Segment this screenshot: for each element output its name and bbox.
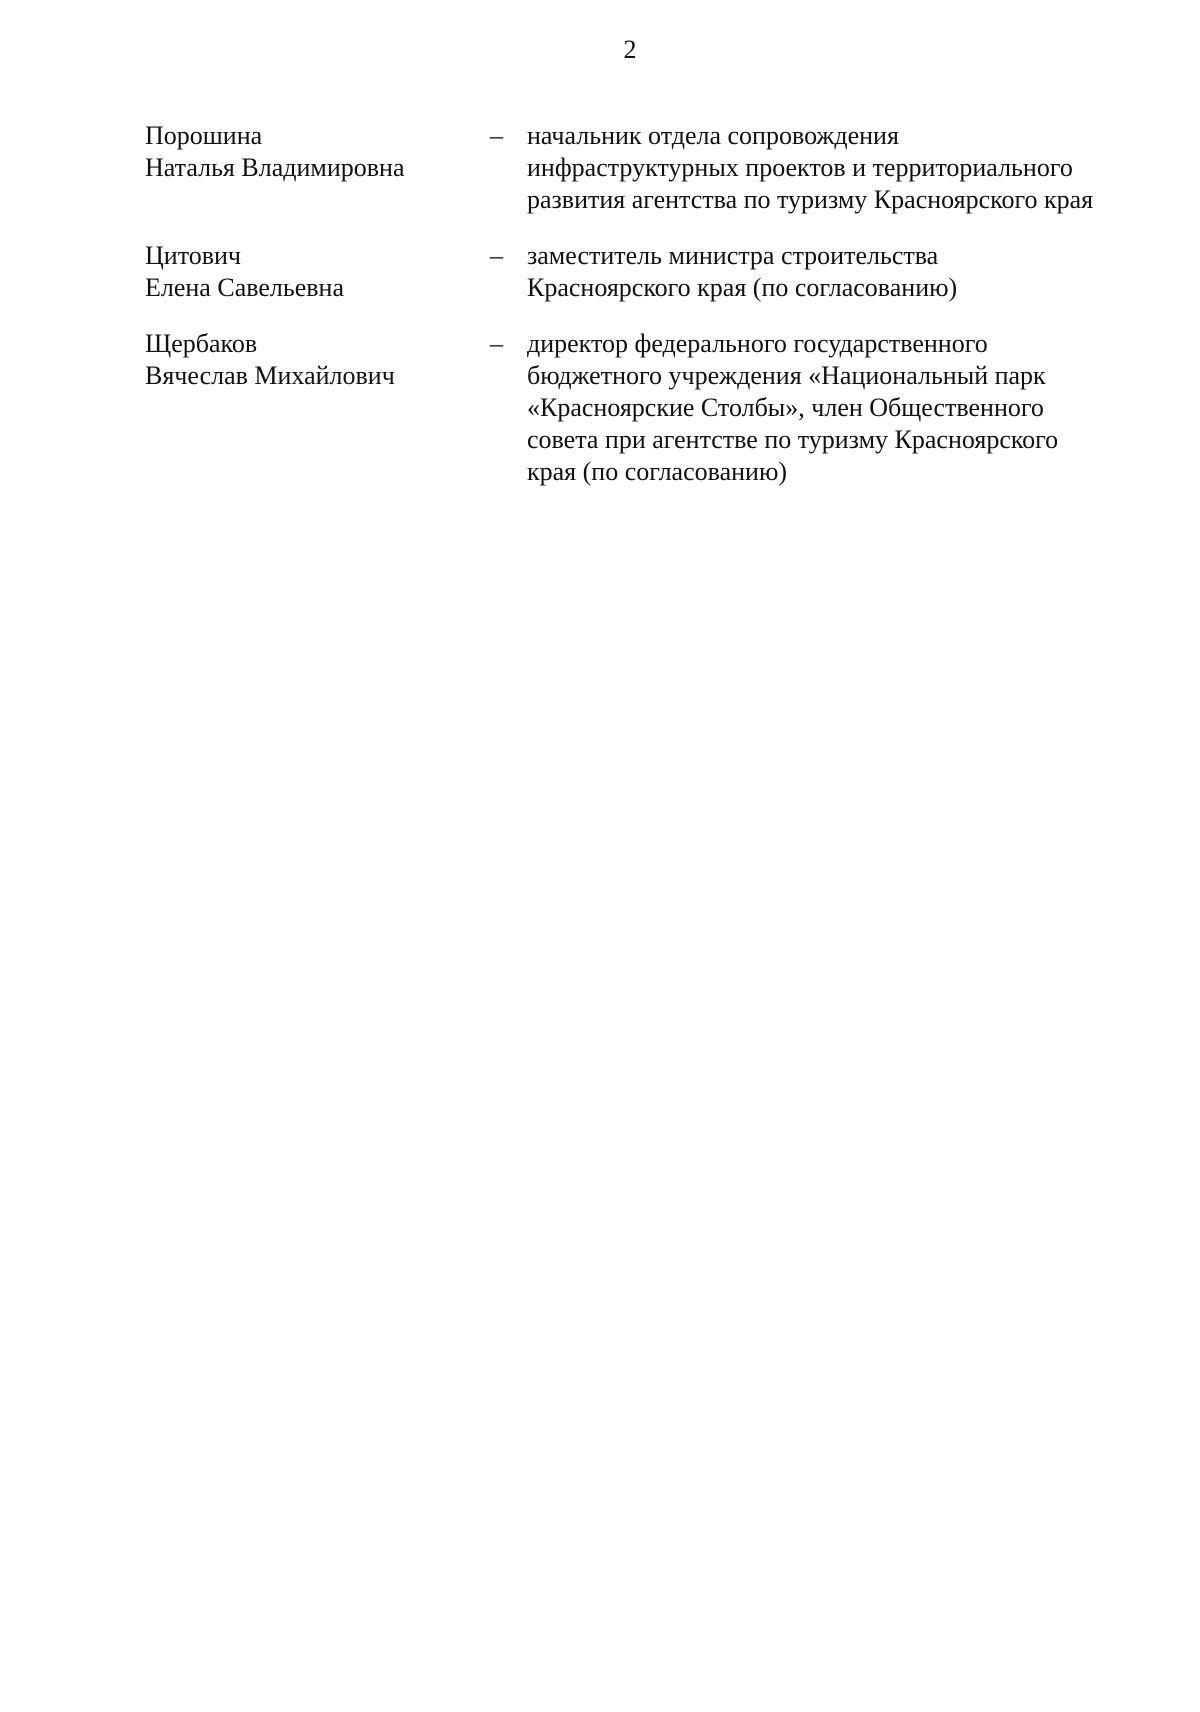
member-name — [145, 120, 490, 184]
member-given-names: Вячеслав Михайлович — [145, 361, 395, 390]
member-given-names: Елена Савельевна — [145, 273, 344, 302]
page-number: 2 — [623, 35, 637, 64]
position-line: совета при агентстве по туризму Красноярского — [527, 425, 1059, 454]
position-line: Красноярского края (по согласованию) — [527, 273, 958, 302]
member-position — [527, 240, 1135, 304]
position-line: директор федерального государственного — [527, 329, 988, 358]
member-surname: Щербаков — [145, 329, 258, 358]
member-name — [145, 240, 490, 304]
member-position — [527, 120, 1135, 216]
member-entry — [145, 240, 1135, 304]
separator-dash: – — [490, 241, 503, 270]
position-line: бюджетного учреждения «Национальный парк — [527, 361, 1046, 390]
separator-dash: – — [490, 329, 503, 358]
member-given-names: Наталья Владимировна — [145, 153, 405, 182]
separator-dash: – — [490, 121, 503, 150]
position-line: «Красноярские Столбы», член Общественного — [527, 393, 1044, 422]
member-surname: Порошина — [145, 121, 263, 150]
member-name — [145, 328, 490, 392]
position-line: развития агентства по туризму Красноярского края — [527, 185, 1094, 214]
position-line: края (по согласованию) — [527, 457, 788, 486]
member-list — [145, 120, 1135, 512]
member-surname: Цитович — [145, 241, 241, 270]
member-entry — [145, 328, 1135, 488]
position-line: инфраструктурных проектов и территориального — [527, 153, 1073, 182]
member-entry — [145, 120, 1135, 216]
member-position — [527, 328, 1135, 488]
position-line: начальник отдела сопровождения — [527, 121, 899, 150]
position-line: заместитель министра строительства — [527, 241, 939, 270]
